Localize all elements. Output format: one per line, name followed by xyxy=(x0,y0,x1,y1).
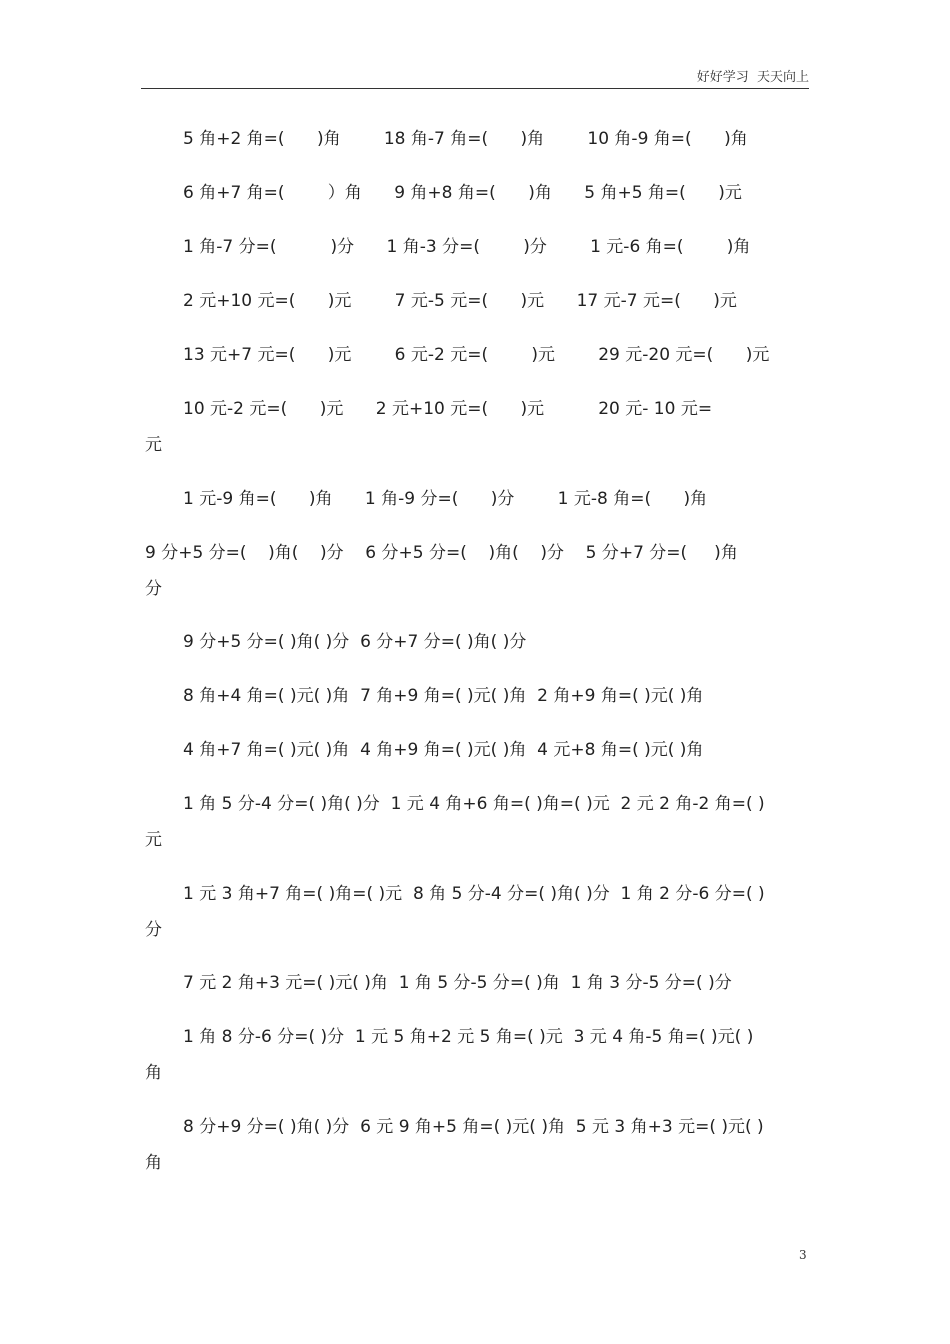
exercise-line-13-wrap: 分 xyxy=(145,920,162,940)
header-divider xyxy=(141,88,809,89)
exercise-line-15-wrap: 角 xyxy=(145,1063,162,1083)
exercise-line-6-wrap: 元 xyxy=(145,435,162,455)
exercise-line-12: 1 角 5 分-4 分=( )角( )分 1 元 4 角+6 角=( )角=( )元 2 元 2 角-2 角=( ) xyxy=(183,794,765,814)
exercise-line-7: 1 元-9 角=( )角 1 角-9 分=( )分 1 元-8 角=( )角 xyxy=(183,489,708,509)
exercise-line-15: 1 角 8 分-6 分=( )分 1 元 5 角+2 元 5 角=( )元 3 元 4 角-5 角=( )元( ) xyxy=(183,1027,754,1047)
exercise-line-8: 9 分+5 分=( )角( )分 6 分+5 分=( )角( )分 5 分+7 分=( )角 xyxy=(145,543,738,563)
exercise-line-6: 10 元-2 元=( )元 2 元+10 元=( )元 20 元- 10 元= xyxy=(183,399,713,419)
page-number: 3 xyxy=(799,1248,807,1262)
exercise-line-5: 13 元+7 元=( )元 6 元-2 元=( )元 29 元-20 元=( )元 xyxy=(183,345,770,365)
exercise-line-3: 1 角-7 分=( )分 1 角-3 分=( )分 1 元-6 角=( )角 xyxy=(183,237,751,257)
exercise-line-16: 8 分+9 分=( )角( )分 6 元 9 角+5 角=( )元( )角 5 元 3 角+3 元=( )元( ) xyxy=(183,1117,764,1137)
exercise-line-10: 8 角+4 角=( )元( )角 7 角+9 角=( )元( )角 2 角+9 角=( )元( )角 xyxy=(183,686,704,706)
exercise-line-14: 7 元 2 角+3 元=( )元( )角 1 角 5 分-5 分=( )角 1 角 3 分-5 分=( )分 xyxy=(183,973,732,993)
exercise-line-9: 9 分+5 分=( )角( )分 6 分+7 分=( )角( )分 xyxy=(183,632,527,652)
exercise-line-4: 2 元+10 元=( )元 7 元-5 元=( )元 17 元-7 元=( )元 xyxy=(183,291,737,311)
exercise-line-11: 4 角+7 角=( )元( )角 4 角+9 角=( )元( )角 4 元+8 角=( )元( )角 xyxy=(183,740,704,760)
exercise-line-16-wrap: 角 xyxy=(145,1153,162,1173)
exercise-line-1: 5 角+2 角=( )角 18 角-7 角=( )角 10 角-9 角=( )角 xyxy=(183,129,748,149)
exercise-line-8-wrap: 分 xyxy=(145,579,162,599)
exercise-line-2: 6 角+7 角=( ）角 9 角+8 角=( )角 5 角+5 角=( )元 xyxy=(183,183,742,203)
exercise-line-13: 1 元 3 角+7 角=( )角=( )元 8 角 5 分-4 分=( )角( )分 1 角 2 分-6 分=( ) xyxy=(183,884,765,904)
exercise-line-12-wrap: 元 xyxy=(145,830,162,850)
page-header-text: 好好学习 天天向上 xyxy=(696,70,809,85)
